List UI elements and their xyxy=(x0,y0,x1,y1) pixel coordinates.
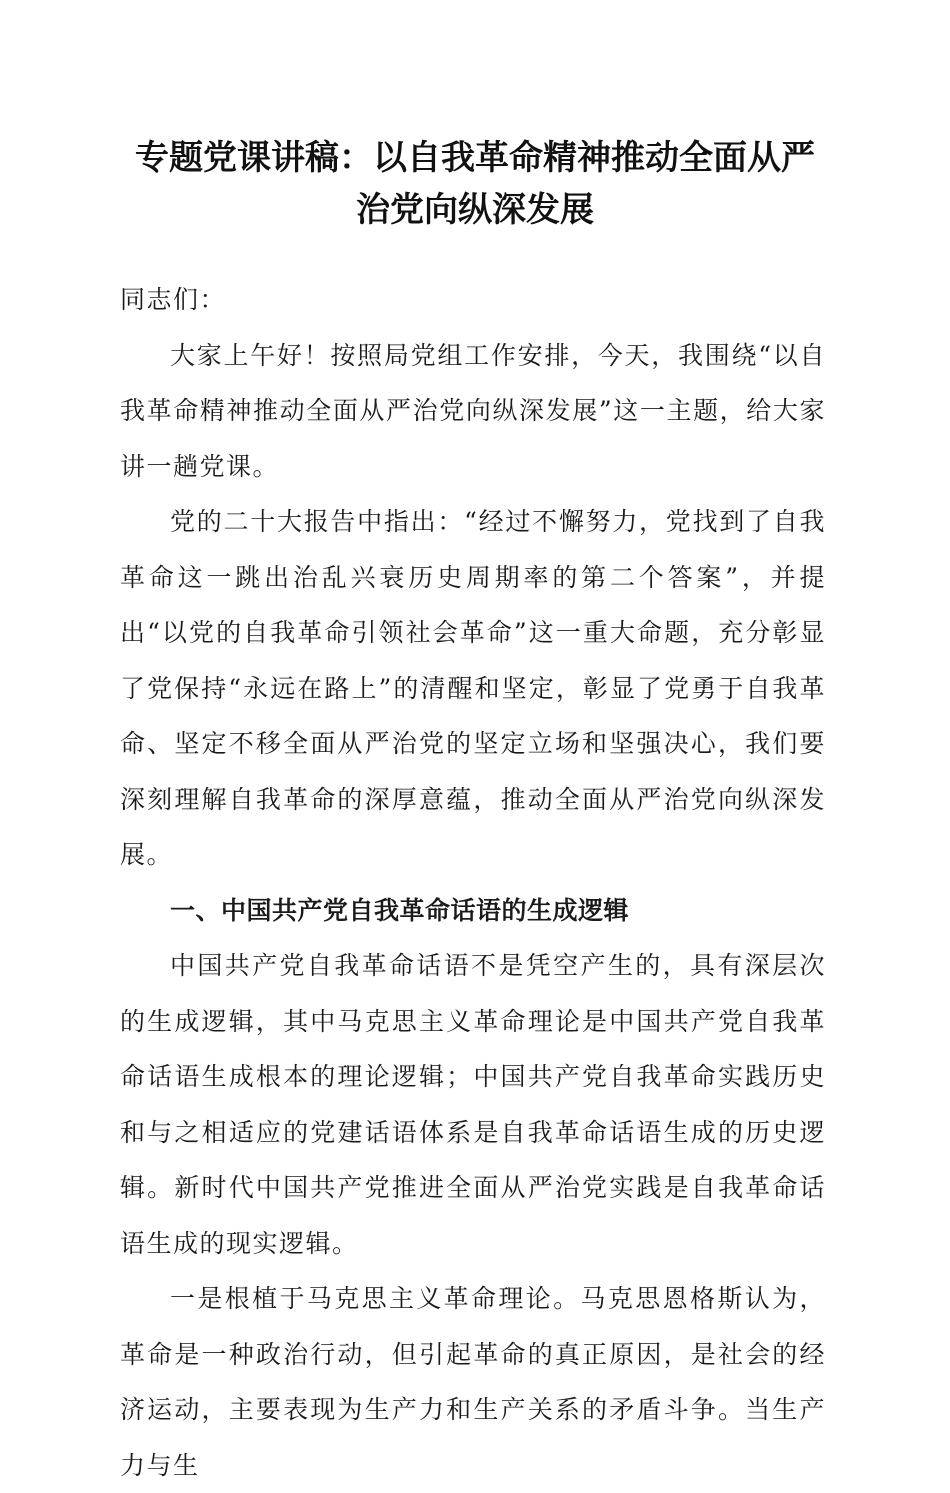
document-title xyxy=(110,132,840,236)
point-1-text: 马克思恩格斯认为，革命是一种政治行动，但引起革命的真正原因，是社会的经济运动，主要表现为生产力和生产关系的矛盾斗争。当生产力与生 xyxy=(120,1284,826,1480)
title-line-1: 专题党课讲稿：以自我革命精神推动全面从严 xyxy=(135,138,815,178)
paragraph-point-1 xyxy=(120,1271,826,1493)
paragraph-logic: 中国共产党自我革命话语不是凭空产生的，具有深层次的生成逻辑，其中马克思主义革命理论是中国共产党自我革命话语生成根本的理论逻辑；中国共产党自我革命实践历史和与之相适应的党建话语体系是自我革命话语生成的历史逻辑。新时代中国共产党推进全面从严治党实践是自我革命话语生成的现实逻辑。 xyxy=(120,951,826,1258)
title-line-2: 治党向纵深发展 xyxy=(356,190,594,230)
salutation: 同志们： xyxy=(120,285,227,314)
paragraph-report: 党的二十大报告中指出：“经过不懈努力，党找到了自我革命这一跳出治乱兴衰历史周期率的第二个答案”，并提出“以党的自我革命引领社会革命”这一重大命题，充分彰显了党保持“永远在路上”的清醒和坚定，彰显了党勇于自我革命、坚定不移全面从严治党的坚定立场和坚强决心，我们要深刻理解自我革命的深厚意蕴，推动全面从严治党向纵深发展。 xyxy=(120,507,826,869)
section-heading-1: 一、中国共产党自我革命话语的生成逻辑 xyxy=(170,895,630,925)
document-body xyxy=(120,272,826,1493)
paragraph-intro: 大家上午好！按照局党组工作安排，今天，我围绕“以自我革命精神推动全面从严治党向纵深发展”这一主题，给大家讲一趟党课。 xyxy=(120,340,826,481)
point-1-lead: 一是根植于马克思主义革命理论。 xyxy=(170,1284,581,1313)
